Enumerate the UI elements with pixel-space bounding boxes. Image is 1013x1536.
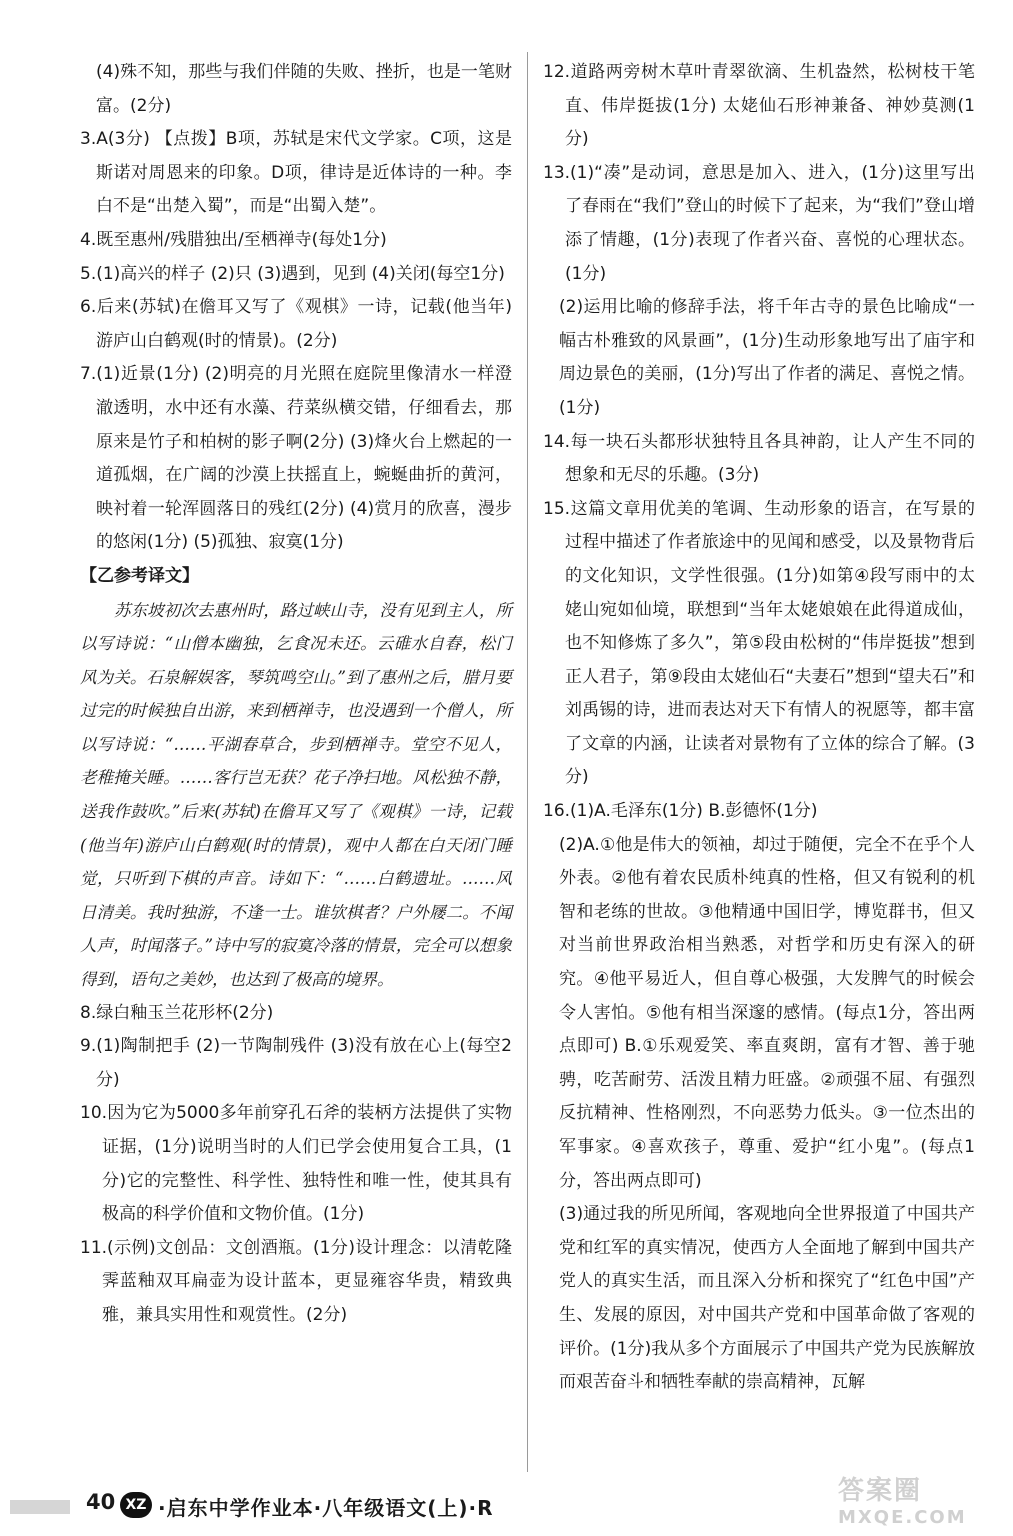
answer-paragraph: 3.A(3分) 【点拨】B项，苏轼是宋代文学家。C项，这是斯诺对周恩来的印象。D项，律诗是近体诗的一种。李白不是“出楚入蜀”，而是“出蜀入楚”。	[80, 129, 512, 217]
answer-paragraph: (2)A.①他是伟大的领袖，却过于随便，完全不在乎个人外表。②他有着农民质朴纯真的性格，但又有锐利的机智和老练的世故。③他精通中国旧学，博览群书，但又对当前世界政治相当熟悉，对哲学和历史有深入的研究。④他平易近人，但自尊心极强，大发脾气的时候会令人害怕。⑤他有相当深邃的感情。(每点1分，答出两点即可) B.①乐观爱笑、率直爽朗，富有才智、善于驰骋，吃苦耐劳、活泼且精力旺盛。②顽强不屈、有强烈反抗精神、性格刚烈，不向恶势力低头。③一位杰出的军事家。④喜欢孩子，尊重、爱护“红小鬼”。(每点1分，答出两点即可)	[559, 834, 975, 1191]
answer-paragraph: 7.(1)近景(1分) (2)明亮的月光照在庭院里像清水一样澄澈透明，水中还有水藻、荇菜纵横交错，仔细看去，那原来是竹子和柏树的影子啊(2分) (3)烽火台上燃起的一道孤烟，在广阔的沙漠上扶摇直上，蜿蜒曲折的黄河，映衬着一轮浑圆落日的残红(2分) (4)赏月的欣喜，漫步的悠闲(1分) (5)孤独、寂寞(1分)	[80, 364, 512, 553]
answer-paragraph: (2)运用比喻的修辞手法，将千年古寺的景色比喻成“一幅古朴雅致的风景画”，(1分)生动形象地写出了庙宇和周边景色的美丽，(1分)写出了作者的满足、喜悦之情。(1分)	[559, 297, 975, 418]
book-title: ·启东中学作业本·八年级语文(上)·R	[158, 1496, 494, 1520]
answer-paragraph: 16.(1)A.毛泽东(1分) B.彭德怀(1分)	[543, 801, 818, 822]
section-heading: 【乙参考译文】	[80, 565, 199, 586]
answer-paragraph: 11.(示例)文创品：文创酒瓶。(1分)设计理念：以清乾隆霁蓝釉双耳扁壶为设计蓝本，更显雍容华贵，精致典雅，兼具实用性和观赏性。(2分)	[80, 1237, 512, 1325]
publisher-badge: XZ	[120, 1492, 152, 1518]
answer-paragraph: 5.(1)高兴的样子 (2)只 (3)遇到，见到 (4)关闭(每空1分)	[80, 263, 505, 284]
answer-paragraph: 8.绿白釉玉兰花形杯(2分)	[80, 1002, 274, 1023]
answer-paragraph: 15.这篇文章用优美的笔调、生动形象的语言，在写景的过程中描述了作者旅途中的见闻和感受，以及景物背后的文化知识，文学性很强。(1分)如第④段写雨中的太姥山宛如仙境，联想到“当年太姥娘娘在此得道成仙，也不知修炼了多久”，第⑤段由松树的“伟岸挺拔”想到正人君子，第⑨段由太姥仙石“夫妻石”想到“望夫石”和刘禹锡的诗，进而表达对天下有情人的祝愿等，都丰富了文章的内涵，让读者对景物有了立体的综合了解。(3分)	[543, 498, 975, 788]
answer-paragraph: 14.每一块石头都形状独特且各具神韵，让人产生不同的想象和无尽的乐趣。(3分)	[543, 431, 975, 486]
footer-bar	[10, 1500, 70, 1514]
watermark-title: 答案圈	[838, 1476, 923, 1506]
answer-paragraph: 10.因为它为5000多年前穿孔石斧的装柄方法提供了实物证据，(1分)说明当时的人们已学会使用复合工具，(1分)它的完整性、科学性、独特性和唯一性，使其具有极高的科学价值和文物价值。(1分)	[80, 1103, 512, 1225]
watermark-url: MXQE.COM	[838, 1507, 967, 1528]
answer-paragraph: 9.(1)陶制把手 (2)一节陶制残件 (3)没有放在心上(每空2分)	[80, 1036, 512, 1090]
column-divider	[527, 52, 528, 1472]
answer-paragraph: (3)通过我的所见所闻，客观地向全世界报道了中国共产党和红军的真实情况，使西方人全面地了解到中国共产党人的真实生活，而且深入分析和探究了“红色中国”产生、发展的原因，对中国共产党和中国革命做了客观的评价。(1分)我从多个方面展示了中国共产党为民族解放而艰苦奋斗和牺牲奉献的崇高精神，瓦解	[559, 1204, 975, 1393]
page-number: 40	[86, 1490, 116, 1514]
answer-paragraph: 4.既至惠州/残腊独出/至栖禅寺(每处1分)	[80, 229, 387, 250]
answer-paragraph: 13.(1)“凑”是动词，意思是加入、进入，(1分)这里写出了春雨在“我们”登山的时候下了起来，为“我们”登山增添了情趣，(1分)表现了作者兴奋、喜悦的心理状态。(1分)	[543, 162, 975, 284]
left-column	[80, 56, 512, 1333]
answer-paragraph: 12.道路两旁树木草叶青翠欲滴、生机盎然，松树枝干笔直、伟岸挺拔(1分) 太姥仙石形神兼备、神妙莫测(1分)	[543, 62, 975, 150]
right-column	[543, 56, 975, 1400]
watermark-logo	[838, 1470, 988, 1532]
answer-paragraph: (4)殊不知，那些与我们伴随的失败、挫折，也是一笔财富。(2分)	[96, 62, 512, 116]
answer-paragraph: 6.后来(苏轼)在儋耳又写了《观棋》一诗，记载(他当年)游庐山白鹤观(时的情景)。(2分)	[80, 297, 512, 351]
answer-paragraph: 苏东坡初次去惠州时，路过峡山寺，没有见到主人，所以写诗说：“山僧本幽独，乞食况未还。云碓水自舂，松门风为关。石泉解娱客，琴筑鸣空山。”到了惠州之后，腊月要过完的时候独自出游，来到栖禅寺，也没遇到一个僧人，所以写诗说：“……平湖春草合，步到栖禅寺。堂空不见人，老稚掩关睡。……客行岂无获？花子净扫地。风松独不静，送我作鼓吹。”后来(苏轼)在儋耳又写了《观棋》一诗，记载(他当年)游庐山白鹤观(时的情景)，观中人都在白天闭门睡觉，只听到下棋的声音。诗如下：“……白鹤遗址。……风日清美。我时独游，不逢一士。谁欤棋者？户外屦二。不闻人声，时闻落子。”诗中写的寂寞冷落的情景，完全可以想象得到，语句之美妙，也达到了极高的境界。	[80, 600, 512, 990]
